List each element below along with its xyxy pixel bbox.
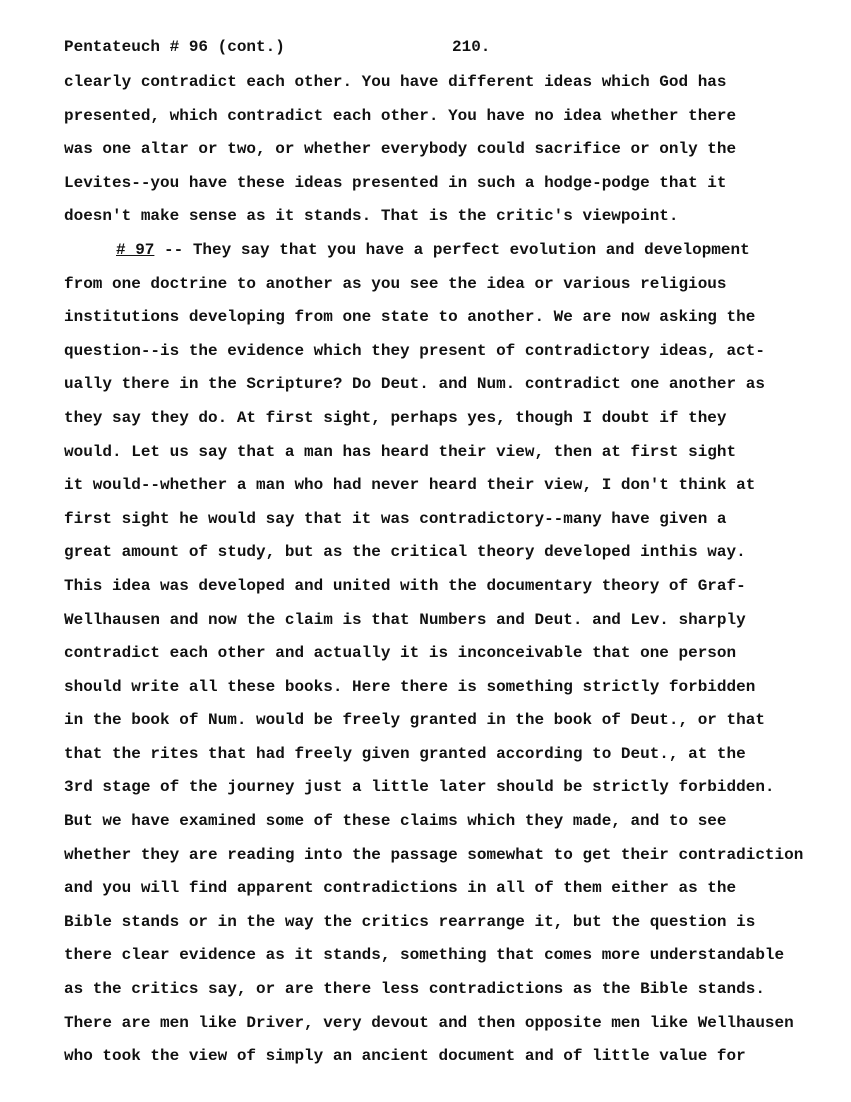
text-line: This idea was developed and united with the documentary theory of Graf- bbox=[64, 576, 746, 595]
text-line: ually there in the Scripture? Do Deut. and Num. contradict one another as bbox=[64, 375, 765, 394]
text-line: There are men like Driver, very devout and then opposite men like Wellhausen bbox=[64, 1013, 794, 1032]
text-line: was one altar or two, or whether everybody could sacrifice or only the bbox=[64, 140, 737, 159]
text-line: first sight he would say that it was contradictory--many have given a bbox=[64, 509, 727, 528]
text-line: institutions developing from one state to another. We are now asking the bbox=[64, 308, 756, 327]
text-line: from one doctrine to another as you see the idea or various religious bbox=[64, 274, 727, 293]
text-line: presented, which contradict each other. You have no idea whether there bbox=[64, 106, 737, 125]
text-line: should write all these books. Here there is something strictly forbidden bbox=[64, 677, 756, 696]
page-number: 210. bbox=[452, 38, 491, 56]
document-body bbox=[64, 66, 844, 1074]
section-marker: # 97 bbox=[116, 240, 155, 259]
text-line: Wellhausen and now the claim is that Numbers and Deut. and Lev. sharply bbox=[64, 610, 746, 629]
text-fragment: -- They say that you have a perfect evolution and development bbox=[164, 240, 750, 259]
page-header bbox=[64, 36, 824, 60]
text-line: as the critics say, or are there less contradictions as the Bible stands. bbox=[64, 980, 765, 999]
text-line: whether they are reading into the passage somewhat to get their contradiction bbox=[64, 845, 804, 864]
text-line: But we have examined some of these claims which they made, and to see bbox=[64, 812, 727, 831]
text-line: and you will find apparent contradictions in all of them either as the bbox=[64, 879, 737, 898]
text-line: 3rd stage of the journey just a little later should be strictly forbidden. bbox=[64, 778, 775, 797]
text-line: great amount of study, but as the critical theory developed inthis way. bbox=[64, 543, 746, 562]
text-line: there clear evidence as it stands, something that comes more understandable bbox=[64, 946, 785, 965]
text-line: clearly contradict each other. You have different ideas which God has bbox=[64, 73, 727, 91]
text-line: contradict each other and actually it is inconceivable that one person bbox=[64, 644, 737, 663]
text-line: doesn't make sense as it stands. That is the critic's viewpoint. bbox=[64, 207, 679, 226]
text-line: question--is the evidence which they present of contradictory ideas, act- bbox=[64, 341, 765, 360]
paragraph-start-line bbox=[64, 234, 844, 268]
text-line: they say they do. At first sight, perhaps yes, though I doubt if they bbox=[64, 408, 727, 427]
text-line: Bible stands or in the way the critics rearrange it, but the question is bbox=[64, 912, 756, 931]
text-line: would. Let us say that a man has heard their view, then at first sight bbox=[64, 442, 737, 461]
text-line: it would--whether a man who had never heard their view, I don't think at bbox=[64, 476, 756, 495]
text-line: Levites--you have these ideas presented in such a hodge-podge that it bbox=[64, 173, 727, 192]
text-line: in the book of Num. would be freely granted in the book of Deut., or that bbox=[64, 711, 765, 730]
running-title: Pentateuch # 96 (cont.) bbox=[64, 38, 285, 56]
text-line: who took the view of simply an ancient document and of little value for bbox=[64, 1047, 746, 1066]
text-line: that the rites that had freely given granted according to Deut., at the bbox=[64, 744, 746, 763]
